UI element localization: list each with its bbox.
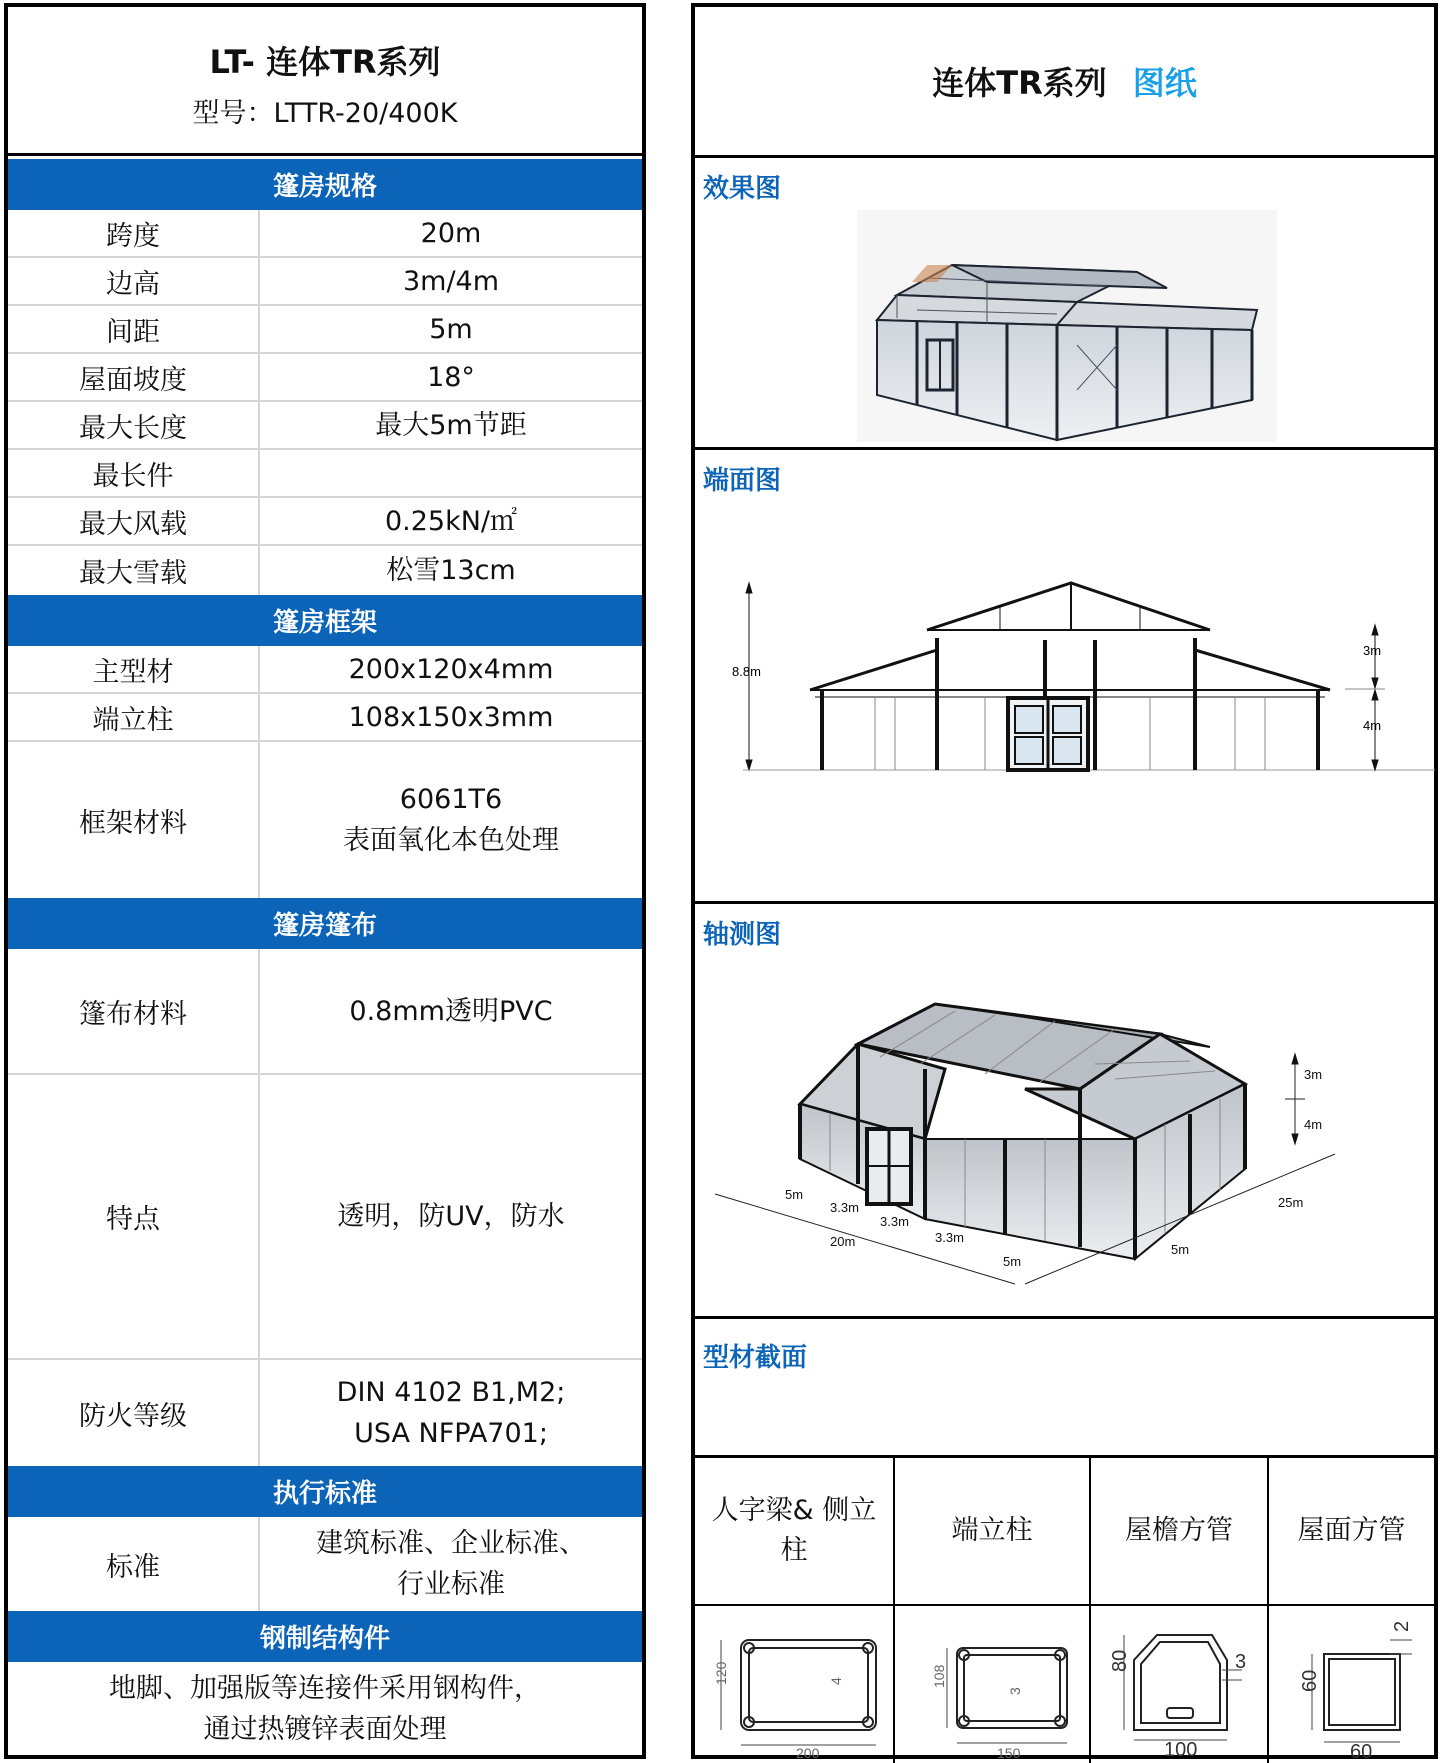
- row-key: 屋面坡度: [8, 354, 260, 400]
- profile-label: 型材截面: [703, 1343, 808, 1373]
- profile-dim-w: 150: [997, 1744, 1021, 1760]
- profile-dim-t: 4: [828, 1676, 844, 1685]
- row-key: 框架材料: [8, 742, 260, 898]
- row-key: 最大长度: [8, 402, 260, 448]
- table-row: [8, 949, 642, 1075]
- row-key: 防火等级: [8, 1360, 260, 1466]
- row-value: 108x150x3mm: [348, 701, 554, 733]
- row-key: 边高: [8, 258, 260, 304]
- axonometric-drawing: [695, 949, 1435, 1319]
- row-value: DIN 4102 B1,M2; USA NFPA701;: [336, 1377, 566, 1449]
- table-row: [8, 210, 642, 258]
- profile-table: [695, 1458, 1434, 1763]
- profile-dim-h: 108: [931, 1664, 947, 1688]
- drawings-panel: [691, 3, 1438, 1759]
- profile-name-cell: 屋面方管: [1297, 1515, 1406, 1546]
- profile-dim-h: 60: [1298, 1669, 1321, 1692]
- profile-section-cell: [1091, 1606, 1269, 1763]
- axon-dim: 3m: [1304, 1067, 1323, 1082]
- profile-section-drawing: [1272, 1610, 1432, 1760]
- title-block: [8, 7, 642, 156]
- table-row: [8, 646, 642, 694]
- row-key: 端立柱: [8, 694, 260, 740]
- table-row: [8, 306, 642, 354]
- effect-label: 效果图: [703, 174, 782, 204]
- table-row: [8, 402, 642, 450]
- table-row: [8, 1517, 642, 1611]
- row-value: 0.25kN/㎡: [384, 505, 518, 537]
- row-value: 最大5m节距: [375, 409, 527, 441]
- effect-section: [695, 158, 1434, 450]
- profile-dim-w: 200: [796, 1744, 820, 1760]
- row-value: 6061T6 表面氧化本色处理: [343, 784, 559, 856]
- row-value: 200x120x4mm: [348, 653, 554, 685]
- profile-section-cell: [895, 1606, 1091, 1763]
- profile-section-cell: [695, 1606, 895, 1763]
- profile-dim-w: 100: [1164, 1738, 1198, 1760]
- section-header-standard: 执行标准: [8, 1466, 642, 1517]
- profile-section-drawing: [897, 1610, 1087, 1760]
- row-key: 间距: [8, 306, 260, 352]
- profile-dim-w: 60: [1349, 1740, 1372, 1760]
- end-dim-lower: 4m: [1363, 718, 1382, 733]
- axon-dim: 25m: [1278, 1195, 1304, 1210]
- profile-dim-t: 2: [1390, 1620, 1413, 1632]
- axon-dim: 5m: [785, 1187, 804, 1202]
- axon-dim: 5m: [1003, 1254, 1022, 1269]
- end-section: [695, 450, 1434, 904]
- page-title: LT- 连体TR系列: [209, 43, 441, 81]
- table-row: [8, 354, 642, 402]
- table-row: [8, 742, 642, 898]
- section-header-spec: 篷房规格: [8, 159, 642, 210]
- row-value: 松雪13cm: [386, 555, 516, 586]
- axon-dim: 20m: [830, 1234, 856, 1249]
- table-row: [8, 1075, 642, 1360]
- profile-name-cell: 屋檐方管: [1091, 1458, 1269, 1604]
- row-value: 20m: [420, 217, 482, 249]
- row-key: 特点: [8, 1075, 260, 1358]
- row-key: 最大风载: [8, 498, 260, 544]
- profile-section-drawing: [1092, 1610, 1266, 1760]
- row-value: [260, 450, 642, 496]
- spec-panel: [4, 3, 646, 1759]
- steel-text: 地脚、加强版等连接件采用钢构件， 通过热镀锌表面处理: [109, 1672, 541, 1745]
- section-header-frame: 篷房框架: [8, 595, 642, 646]
- table-row: [8, 694, 642, 742]
- profile-dim-h: 120: [713, 1661, 729, 1685]
- table-row: [8, 450, 642, 498]
- row-key: 跨度: [8, 210, 260, 256]
- row-key: 主型材: [8, 646, 260, 692]
- row-value: 建筑标准、企业标准、 行业标准: [316, 1528, 586, 1600]
- row-value: 3m/4m: [402, 265, 500, 297]
- section-header-steel: 钢制结构件: [8, 1611, 642, 1662]
- row-key: 最大雪载: [8, 546, 260, 595]
- axon-dim: 5m: [1171, 1242, 1190, 1257]
- profile-dim-t: 3: [1007, 1686, 1023, 1695]
- profile-section-cell: [1269, 1606, 1434, 1763]
- end-elevation-drawing: [695, 500, 1435, 890]
- profile-section-drawing: [696, 1610, 892, 1760]
- profile-name-cell: 人字梁& 侧立 柱: [695, 1458, 895, 1604]
- end-dim-total: 8.8m: [732, 664, 761, 679]
- profile-dim-h: 80: [1109, 1649, 1131, 1672]
- row-value: 0.8mm透明PVC: [349, 995, 553, 1027]
- table-row: [8, 546, 642, 595]
- drawings-title: 连体TR系列: [932, 64, 1107, 102]
- end-dim-upper: 3m: [1363, 643, 1382, 658]
- drawings-title-accent: 图纸: [1132, 64, 1197, 102]
- end-label: 端面图: [703, 466, 782, 496]
- section-header-fabric: 篷房篷布: [8, 898, 642, 949]
- axon-section: [695, 904, 1434, 1319]
- axon-dim: 3.3m: [935, 1230, 964, 1245]
- table-row: [8, 1360, 642, 1466]
- table-row: [8, 498, 642, 546]
- table-row: [8, 258, 642, 306]
- profile-name-cell: 端立柱: [895, 1458, 1091, 1604]
- row-value: 18°: [427, 361, 475, 393]
- profile-dim-t: 3: [1235, 1650, 1247, 1673]
- axon-dim: 3.3m: [830, 1200, 859, 1215]
- axon-label: 轴测图: [703, 920, 782, 950]
- model-number: 型号：LTTR-20/400K: [192, 98, 458, 129]
- axon-dim: 4m: [1304, 1117, 1323, 1132]
- row-key: 标准: [8, 1517, 260, 1611]
- row-value: 透明，防UV，防水: [337, 1201, 565, 1232]
- drawings-title-block: [695, 7, 1434, 158]
- row-value: 5m: [429, 313, 473, 345]
- row-key: 篷布材料: [8, 949, 260, 1073]
- row-key: 最长件: [8, 450, 260, 496]
- axon-dim: 3.3m: [880, 1214, 909, 1229]
- effect-render-illustration: [857, 210, 1277, 442]
